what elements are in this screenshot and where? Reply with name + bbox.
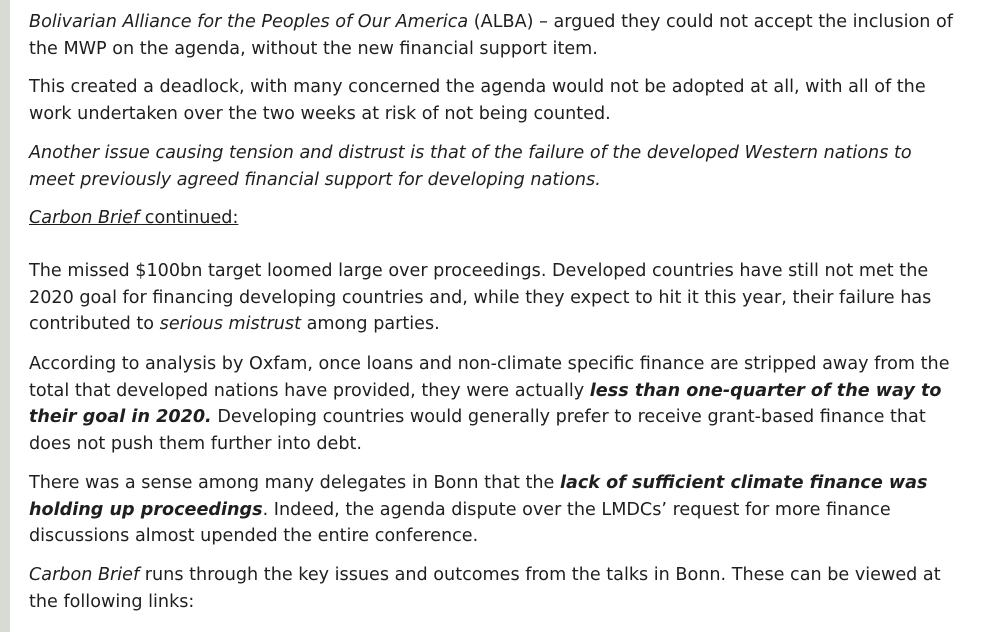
oxfam-text-2: Developing countries would generally prefer to receive grant-based finance that does not push them further into debt. — [29, 407, 926, 454]
links-text: runs through the key issues and outcomes from the talks in Bonn. These can be viewed at the following links: — [29, 565, 941, 612]
missed-target-text-2: among parties. — [301, 314, 440, 334]
continued-label[interactable]: continued: — [139, 208, 239, 228]
paragraph-missed-target — [29, 258, 959, 338]
missed-target-emphasis: serious mistrust — [159, 314, 301, 334]
paragraph-alba — [29, 9, 959, 62]
delegates-emphasis: lack of sufficient climate finance was holding up proceedings — [29, 473, 928, 520]
paragraph-oxfam — [29, 351, 959, 457]
quote-left-border — [0, 0, 10, 632]
paragraph-deadlock: This created a deadlock, with many concerned the agenda would not be adopted at all, with all of the work undertaken over the two weeks at risk of not being counted. — [29, 77, 926, 124]
source-attribution[interactable] — [29, 205, 238, 232]
delegates-text-2: . Indeed, the agenda dispute over the LMDCs’ request for more finance discussions almost upended the entire conference. — [29, 499, 891, 546]
paragraph-alba-text: (ALBA) – argued they could not accept the inclusion of the MWP on the agenda, without the new financial support item. — [29, 12, 953, 59]
missed-target-text-1: The missed $100bn target loomed large over proceedings. Developed countries have still not met the 2020 goal for financing developing countries and, while they expect to hit it this year, their failure has contributed to — [29, 261, 932, 334]
oxfam-emphasis: less than one-quarter of the way to their goal in 2020. — [29, 380, 942, 427]
delegates-text-1: There was a sense among many delegates in Bonn that the — [29, 473, 560, 493]
carbon-brief-name: Carbon Brief — [29, 565, 140, 585]
paragraph-links — [29, 562, 959, 615]
paragraph-delegates — [29, 470, 959, 550]
carbon-brief-link[interactable]: Carbon Brief — [29, 208, 140, 228]
paragraph-tension: Another issue causing tension and distrust is that of the failure of the developed Western nations to meet previously agreed financial support for developing nations. — [29, 143, 912, 190]
alba-name: Bolivarian Alliance for the Peoples of Our America — [29, 12, 469, 32]
oxfam-text-1: According to analysis by Oxfam, once loans and non-climate specific finance are stripped away from the total that developed nations have provided, they were actually — [29, 354, 950, 401]
